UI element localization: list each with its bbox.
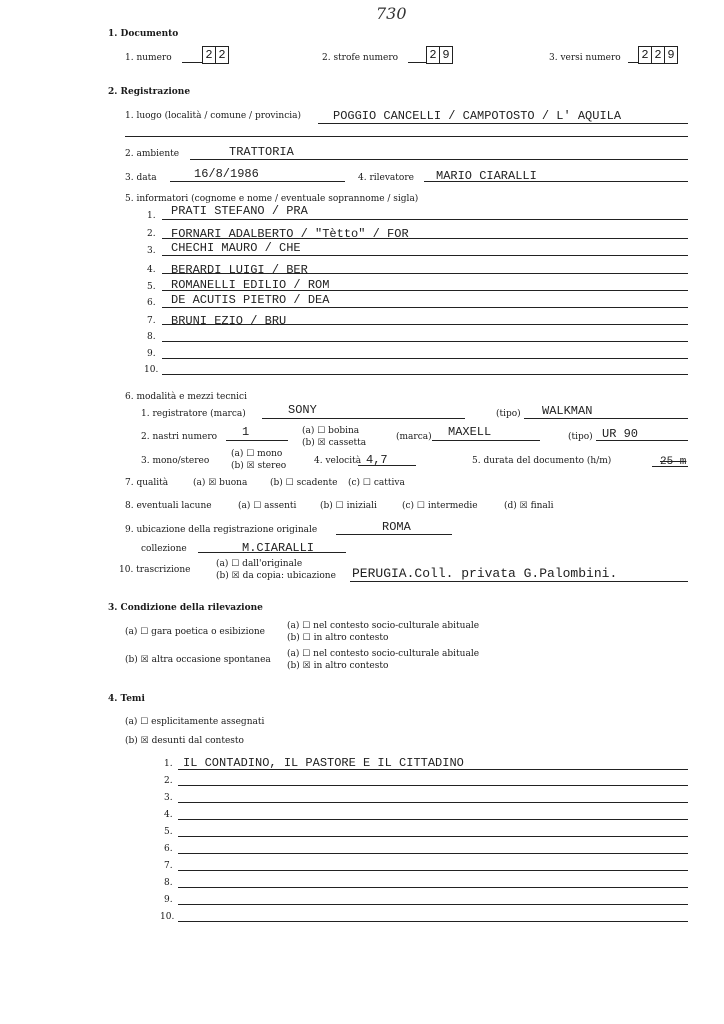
tipo2-line [596,440,688,441]
informatori-label: 5. informatori (cognome e nome / eventuale soprannome / sigla) [125,194,419,204]
lacune-assenti-option[interactable]: (a) ☐ assenti [238,501,297,511]
temi-assegnati-option[interactable]: (a) ☐ esplicitamente assegnati [125,717,265,727]
bobina-option[interactable]: (a) ☐ bobina [302,426,360,436]
numero-lead-line [182,62,202,63]
informatore-number: 1. [147,211,156,221]
tema-number: 6. [164,844,173,854]
luogo-line [318,123,688,124]
registratore-line [262,418,465,419]
mono-option[interactable]: (a) ☐ mono [231,449,283,459]
qualita-scadente-option[interactable]: (b) ☐ scadente [270,478,338,488]
collezione-value[interactable]: M.CIARALLI [242,541,315,555]
informatore-line [162,273,688,274]
luogo-line-2 [125,136,688,137]
tema-number: 9. [164,895,173,905]
tema-line[interactable] [178,785,688,786]
qualita-label: 7. qualità [125,478,169,488]
tema-number: 1. [164,759,173,769]
informatore-number: 4. [147,265,156,275]
page-number: 730 [376,4,407,23]
luogo-label: 1. luogo (località / comune / provincia) [125,111,301,121]
informatore-number: 7. [147,316,156,326]
strofe-lead-line [408,62,426,63]
informatore-number: 2. [147,229,156,239]
informatore-number: 9. [147,349,156,359]
informatore-line[interactable] [162,374,688,375]
tema-line[interactable] [178,904,688,905]
qualita-buona-option[interactable]: (a) ☒ buona [193,478,248,488]
versi-lead-line [628,62,638,63]
spontanea-altro-contesto-option[interactable]: (b) ☒ in altro contesto [287,661,389,671]
strofe-label: 2. strofe numero [322,53,399,63]
informatore-line [162,238,688,239]
trascr-ubicazione-value[interactable]: PERUGIA.Coll. privata G.Palombini. [352,566,618,581]
tipo2-value[interactable]: UR 90 [602,427,639,441]
informatore-value[interactable]: ROMANELLI EDILIO / ROM [171,278,330,292]
informatore-number: 3. [147,246,156,256]
informatore-value[interactable]: BERARDI LUIGI / BER [171,263,308,277]
informatore-line [162,324,688,325]
gara-altro-contesto-option[interactable]: (b) ☐ in altro contesto [287,633,389,643]
trascr-line [350,581,688,582]
tema-number: 7. [164,861,173,871]
numero-field[interactable] [202,46,229,64]
registratore-value[interactable]: SONY [288,403,317,417]
data-label: 3. data [125,173,157,183]
lacune-finali-option[interactable]: (d) ☒ finali [504,501,554,511]
ubicazione-line [336,534,452,535]
occasione-spontanea-option[interactable]: (b) ☒ altra occasione spontanea [125,655,271,665]
lacune-iniziali-option[interactable]: (b) ☐ iniziali [320,501,377,511]
informatore-number: 5. [147,282,156,292]
ambiente-line [190,159,688,160]
tema-line[interactable] [178,836,688,837]
temi-desunti-option[interactable]: (b) ☒ desunti dal contesto [125,736,244,746]
durata-line [652,466,688,467]
informatore-line [162,290,688,291]
tipo-line [524,418,688,419]
section-condizione-heading: 3. Condizione della rilevazione [108,603,263,613]
trascrizione-label: 10. trascrizione [119,565,191,575]
digit: 2 [651,47,664,63]
qualita-cattiva-option[interactable]: (c) ☐ cattiva [348,478,405,488]
informatore-value[interactable]: PRATI STEFANO / PRA [171,204,308,218]
informatore-line [162,219,688,220]
modalita-label: 6. modalità e mezzi tecnici [125,392,247,402]
tipo-value[interactable]: WALKMAN [542,404,593,418]
lacune-label: 8. eventuali lacune [125,501,212,511]
marca-line [432,440,540,441]
durata-value[interactable]: 25 m [660,456,687,468]
tema-number: 5. [164,827,173,837]
digit: 2 [215,47,228,63]
informatore-number: 6. [147,298,156,308]
section-documento-heading: 1. Documento [108,29,179,39]
versi-label: 3. versi numero [549,53,621,63]
digit: 9 [664,47,677,63]
cassetta-option[interactable]: (b) ☒ cassetta [302,438,367,448]
informatore-number: 8. [147,332,156,342]
tema-line[interactable] [178,870,688,871]
ubicazione-value[interactable]: ROMA [382,520,411,534]
informatore-value[interactable]: CHECHI MAURO / CHE [171,241,301,255]
tipo-label: (tipo) [496,409,521,419]
tema-number: 8. [164,878,173,888]
informatore-value[interactable]: BRUNI EZIO / BRU [171,314,287,328]
informatore-value[interactable]: DE ACUTIS PIETRO / DEA [171,293,330,307]
digit: 9 [439,47,452,63]
mono-stereo-label: 3. mono/stereo [141,456,210,466]
tema-line[interactable] [178,887,688,888]
informatore-line[interactable] [162,358,688,359]
rilevatore-line [424,181,688,182]
digit: 2 [638,47,651,63]
informatore-number: 10. [144,365,159,375]
versi-field[interactable] [638,46,678,64]
luogo-value[interactable]: POGGIO CANCELLI / CAMPOTOSTO / L' AQUILA [333,109,622,123]
rilevatore-value[interactable]: MARIO CIARALLI [436,169,537,183]
trascr-copia-option[interactable]: (b) ☒ da copia: ubicazione [216,571,336,581]
tema-value[interactable]: IL CONTADINO, IL PASTORE E IL CITTADINO [183,756,464,770]
stereo-option[interactable]: (b) ☒ stereo [231,461,287,471]
ubicazione-label: 9. ubicazione della registrazione originale [125,525,318,535]
durata-label: 5. durata del documento (h/m) [472,456,612,466]
tema-number: 10. [160,912,175,922]
ambiente-label: 2. ambiente [125,149,180,159]
collezione-line [198,552,346,553]
section-temi-heading: 4. Temi [108,694,145,704]
velocita-line [358,465,416,466]
data-line [170,181,345,182]
collezione-label: collezione [141,544,187,554]
spontanea-contesto-abituale-option[interactable]: (a) ☐ nel contesto socio-culturale abituale [287,649,480,659]
tema-number: 3. [164,793,173,803]
nastri-label: 2. nastri numero [141,432,218,442]
ambiente-value[interactable]: TRATTORIA [229,145,294,159]
tema-line[interactable] [178,802,688,803]
tema-line[interactable] [178,819,688,820]
data-value[interactable]: 16/8/1986 [194,167,259,181]
informatore-line[interactable] [162,341,688,342]
nastri-line [226,440,288,441]
section-registrazione-heading: 2. Registrazione [108,87,191,97]
rilevatore-label: 4. rilevatore [358,173,414,183]
gara-poetica-option[interactable]: (a) ☐ gara poetica o esibizione [125,627,266,637]
informatore-line [162,307,688,308]
lacune-intermedie-option[interactable]: (c) ☐ intermedie [402,501,478,511]
informatore-line [162,255,688,256]
registratore-label: 1. registratore (marca) [141,409,246,419]
tema-number: 4. [164,810,173,820]
digit: 2 [202,47,215,63]
informatore-value[interactable]: FORNARI ADALBERTO / "Tètto" / FOR [171,227,409,241]
tema-number: 2. [164,776,173,786]
trascr-originale-option[interactable]: (a) ☐ dall'originale [216,559,303,569]
tipo2-label: (tipo) [568,432,593,442]
tema-line[interactable] [178,853,688,854]
marca-value[interactable]: MAXELL [448,425,492,439]
marca-label: (marca) [396,432,432,442]
nastri-value[interactable]: 1 [242,425,250,439]
tema-line [178,769,688,770]
tema-line[interactable] [178,921,688,922]
digit: 2 [426,47,439,63]
velocita-label: 4. velocità [314,456,362,466]
velocita-value[interactable]: 4,7 [366,453,388,467]
gara-contesto-abituale-option[interactable]: (a) ☐ nel contesto socio-culturale abituale [287,621,480,631]
numero-label: 1. numero [125,53,172,63]
strofe-field[interactable] [426,46,453,64]
